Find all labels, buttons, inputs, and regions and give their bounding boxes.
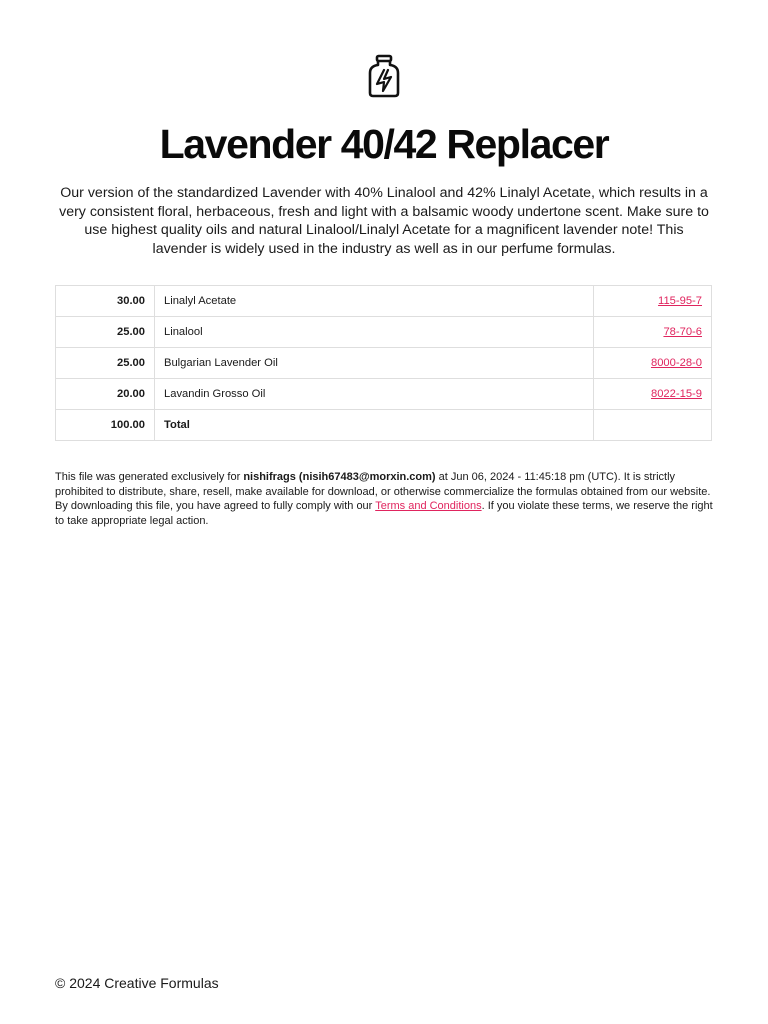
cas-number-link[interactable]: 78-70-6 bbox=[663, 326, 702, 338]
notice-text: at Jun 06, 2024 - 11:45:18 pm (UTC). It is strictly prohibited to distribute, share, resell, make available for download, or otherwise commercialize the formulas obtained from our website. By downloading this file, you have agreed to fully comply with our bbox=[55, 471, 711, 513]
ingredient-name: Lavandin Grosso Oil bbox=[155, 379, 594, 410]
ingredient-name: Linalyl Acetate bbox=[155, 286, 594, 317]
page-title: Lavender 40/42 Replacer bbox=[159, 121, 609, 167]
notice-user: nishifrags (nisih67483@morxin.com) bbox=[243, 471, 436, 483]
ingredient-name: Linalool bbox=[155, 317, 594, 348]
terms-and-conditions-link[interactable]: Terms and Conditions bbox=[375, 500, 482, 513]
ingredient-name: Bulgarian Lavender Oil bbox=[155, 348, 594, 379]
table-total-row bbox=[56, 410, 712, 441]
table-row bbox=[56, 286, 712, 317]
formula-table bbox=[55, 285, 712, 441]
cas-number-link[interactable]: 115-95-7 bbox=[658, 295, 702, 307]
notice-text: . If you violate these terms, we reserve the right to take appropriate legal action. bbox=[55, 500, 713, 528]
cas-number-link[interactable]: 8000-28-0 bbox=[650, 357, 702, 369]
table-row bbox=[56, 317, 712, 348]
total-cas-empty bbox=[594, 410, 712, 441]
license-notice bbox=[55, 470, 719, 529]
notice-text: This file was generated exclusively for bbox=[55, 471, 244, 483]
table-row bbox=[56, 379, 712, 410]
table-row bbox=[56, 348, 712, 379]
total-amount: 100.00 bbox=[56, 410, 155, 441]
total-label: Total bbox=[155, 410, 594, 441]
perfume-bottle-icon bbox=[364, 53, 404, 99]
footer-copyright: © 2024 Creative Formulas bbox=[55, 975, 219, 991]
cas-number-link[interactable]: 8022-15-9 bbox=[650, 388, 702, 400]
ingredient-amount: 25.00 bbox=[56, 317, 155, 348]
ingredient-amount: 30.00 bbox=[56, 286, 155, 317]
ingredient-amount: 20.00 bbox=[56, 379, 155, 410]
ingredient-amount: 25.00 bbox=[56, 348, 155, 379]
formula-description: Our version of the standardized Lavender with 40% Linalool and 42% Linalyl Acetate, which results in a very consistent floral, herbaceous, fresh and light with a balsamic woody undertone scent. Make sure to use highest quality oils and natural Linalool/Linalyl Acetate for a magnificent lavender note! This lavender is widely used in the industry as well as in our perfume formulas. bbox=[59, 185, 709, 257]
